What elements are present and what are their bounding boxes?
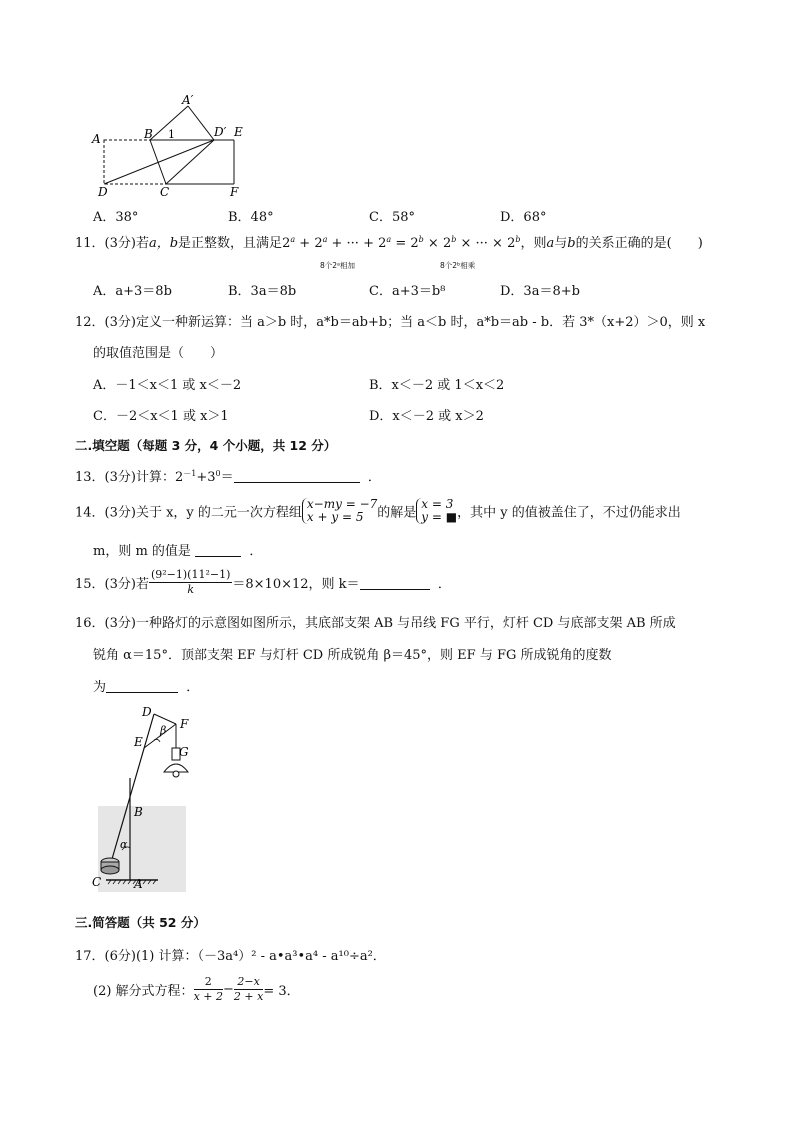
- lamp-label-alpha: α: [120, 838, 128, 851]
- q13-answer-blank[interactable]: [234, 468, 360, 483]
- q14-line1: 14．(3分)关于 x，y 的二元一次方程组 x−my = −7 x + y = 5 的解是 x = 3 y = ■ ，其中 y 的值被盖住了，不过仍能求出: [75, 497, 681, 524]
- label-e: E: [234, 125, 243, 139]
- q11-choice-c: C．a+3＝b⁸: [369, 284, 446, 299]
- q17-line2: (2) 解分式方程： $\frac{2}{x + 2}$ − $\frac{2-x}{2 + x}$ = 3．: [93, 975, 300, 1003]
- lamp-label-d: D: [142, 705, 152, 719]
- label-f: F: [230, 185, 239, 199]
- lamp-label-c: C: [92, 875, 102, 889]
- q12-choice-d: D．x＜－2 或 x＞2: [369, 409, 484, 424]
- lamp-label-f: F: [180, 717, 189, 731]
- q11-stem: 11．(3分)若a，b是正整数，且满足2$^a$ + 2$^a$ + ··· + 2$^a$ = 2$^b$ × 2$^b$ × ··· × 2$^b$，则a与b的关系正确的是( ): [75, 235, 703, 251]
- label-c: C: [160, 185, 170, 199]
- q17-line1: 17．(6分)(1) 计算：（－3a⁴）² - a•a³•a⁴ - a¹⁰÷a²．: [75, 949, 386, 964]
- label-angle-1: 1: [168, 128, 175, 141]
- q14-system-1: x−my = −7 x + y = 5: [302, 498, 377, 524]
- q17-fraction-1: $\frac{2}{x + 2}$: [193, 975, 223, 1003]
- q12-choice-b: B．x＜－2 或 1＜x＜2: [369, 378, 505, 393]
- section-2-heading: 二.填空题（每题 3 分，4 个小题，共 12 分）: [75, 438, 337, 453]
- q16-line3: 为 ．: [93, 680, 200, 695]
- q11-choice-b: B．3a＝8b: [228, 284, 297, 299]
- q15-fraction: $\frac{\text{(9²−1)(11²−1)}}{k}$: [150, 568, 231, 596]
- q10-choice-b: B．48°: [228, 210, 274, 225]
- q10-choice-a: A．38°: [93, 210, 139, 225]
- q17-fraction-2: $\frac{2-x}{2 + x}$: [233, 975, 264, 1003]
- q16-line1: 16．(3分)一种路灯的示意图如图所示，其底部支架 AB 与吊线 FG 平行，灯杆 CD 与底部支架 AB 所成: [75, 616, 676, 631]
- q16-answer-blank[interactable]: [106, 678, 178, 693]
- lamp-label-beta: β: [160, 724, 167, 737]
- q12-choice-a: A．－1＜x＜1 或 x＜－2: [93, 378, 242, 393]
- q12-line1: 12．(3分)定义一种新运算：当 a＞b 时，a*b＝ab+b；当 a＜b 时，a*b＝ab - b．若 3*（x+2）＞0，则 x: [75, 315, 706, 330]
- q16-line2: 锐角 α＝15°．顶部支架 EF 与灯杆 CD 所成锐角 β＝45°，则 EF 与 FG 所成锐角的度数: [93, 648, 612, 663]
- q11-choice-a: A．a+3＝8b: [93, 284, 172, 299]
- q11-note-multiply: 8个2ᵇ相乘: [440, 261, 476, 270]
- lamp-label-e: E: [134, 735, 143, 749]
- lamp-label-g: G: [179, 745, 189, 759]
- q12-choice-c: C．－2＜x＜1 或 x＞1: [93, 409, 229, 424]
- label-d-prime: D′: [214, 125, 227, 139]
- q14-line2: m，则 m 的值是 ．: [93, 544, 263, 559]
- q10-choice-c: C．58°: [369, 210, 415, 225]
- label-a: A: [92, 132, 101, 146]
- label-a-prime: A′: [182, 93, 194, 107]
- q11-choice-d: D．3a＝8+b: [500, 284, 580, 299]
- label-d: D: [98, 185, 108, 199]
- q15-answer-blank[interactable]: [360, 575, 430, 590]
- street-lamp-figure: [90, 700, 200, 896]
- lamp-label-b: B: [134, 805, 143, 819]
- q12-line2: 的取值范围是（ ）: [93, 346, 224, 361]
- section-3-heading: 三.简答题（共 52 分）: [75, 915, 206, 930]
- fold-rectangle-figure: [88, 92, 258, 200]
- q15: 15．(3分)若 $\frac{\text{(9²−1)(11²−1)}}{k}$ ＝8×10×12，则 k＝ ．: [75, 568, 451, 596]
- q10-choice-d: D．68°: [500, 210, 547, 225]
- lamp-label-a: A: [134, 877, 143, 891]
- q14-answer-blank[interactable]: [195, 542, 241, 557]
- q13: 13．(3分)计算：$2^{-1}+3^0=$ ．: [75, 469, 381, 485]
- label-b: B: [144, 127, 153, 141]
- q11-note-add: 8个2ᵃ相加: [320, 261, 355, 270]
- q14-system-2: x = 3 y = ■: [416, 498, 457, 524]
